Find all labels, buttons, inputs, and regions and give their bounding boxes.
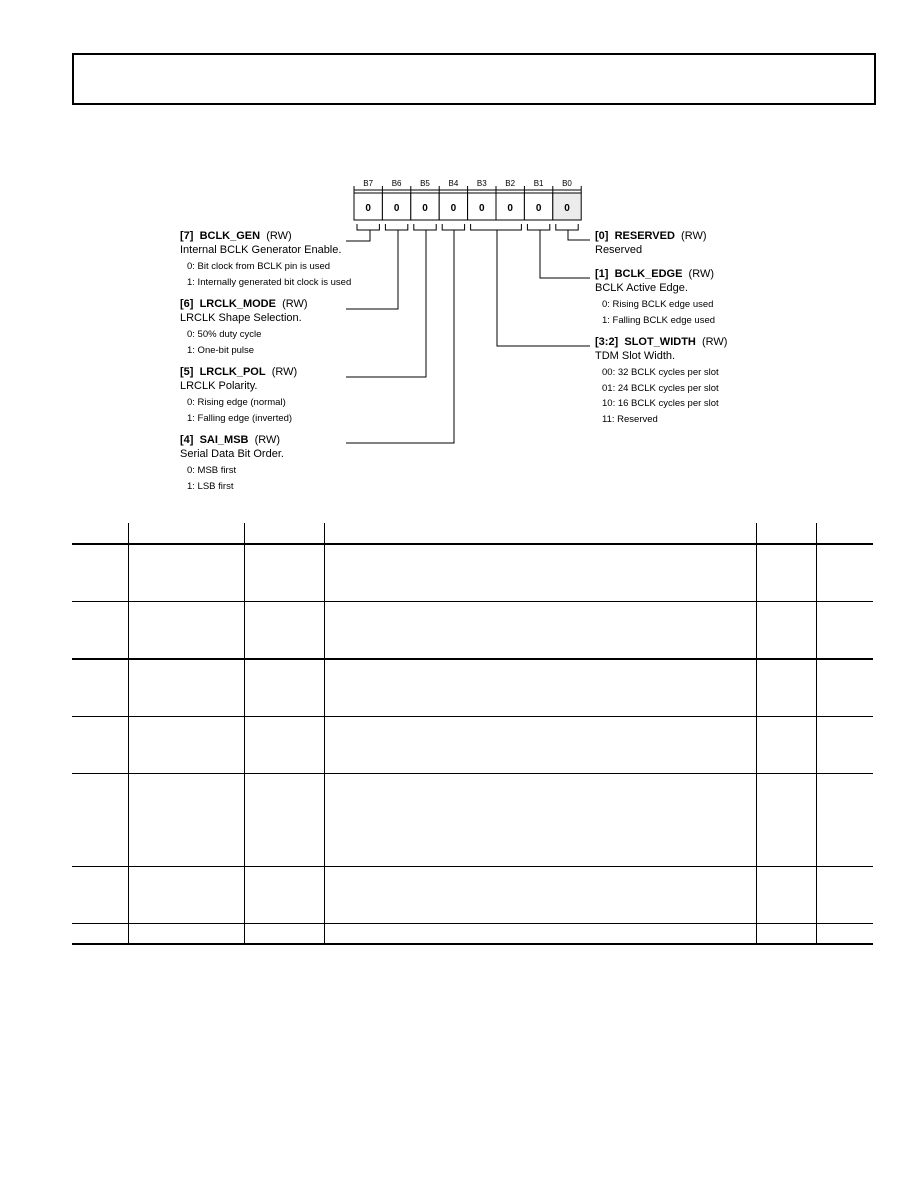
field-access: (RW) [688, 268, 715, 280]
table-cell [756, 659, 816, 717]
field-leader-lines [346, 224, 590, 443]
field-option: 01: 24 BCLK cycles per slot [602, 382, 719, 394]
table-cell [128, 717, 244, 774]
field-option: 10: 16 BCLK cycles per slot [602, 398, 719, 409]
bit-value: 0 [393, 203, 400, 214]
table-header-row [72, 523, 873, 544]
table-cell [816, 544, 873, 602]
leader-lrclk-pol [346, 230, 426, 377]
field-option: 0: MSB first [187, 465, 237, 476]
field-access: (RW) [271, 366, 298, 378]
field-title [595, 337, 727, 348]
leader-bclk-edge [540, 230, 590, 278]
table-cell [72, 924, 128, 945]
column-header [244, 523, 324, 544]
bit-number-label: B0 [562, 179, 572, 188]
field-option: 1: Falling BCLK edge used [602, 314, 716, 326]
field-option: 11: Reserved [602, 413, 658, 425]
table-cell [244, 717, 324, 774]
bit-bracket [556, 224, 578, 230]
table-cell [324, 717, 756, 774]
bit-number-label: B7 [363, 179, 374, 188]
field-title [595, 231, 707, 242]
field-description: LRCLK Shape Selection. [180, 312, 302, 324]
register-bits [354, 179, 581, 220]
field-bits: [1] [595, 268, 609, 280]
table-cell [72, 867, 128, 924]
table-cell [244, 867, 324, 924]
field-bits: [4] [180, 434, 194, 446]
table-row [72, 774, 873, 867]
leader-sai-msb [346, 230, 454, 443]
table-cell [128, 659, 244, 717]
field-option: 1: Falling edge (inverted) [187, 412, 293, 424]
table-row [72, 544, 873, 602]
field-title [180, 367, 297, 378]
bit-value: 0 [450, 203, 457, 214]
table-cell [72, 659, 128, 717]
field-option: 0: 50% duty cycle [187, 329, 262, 340]
table-cell [816, 717, 873, 774]
field-title [180, 231, 292, 242]
table-cell [128, 867, 244, 924]
column-header [756, 523, 816, 544]
column-header [72, 523, 128, 544]
bit-number-label: B3 [476, 179, 487, 188]
bit-number-label: B1 [533, 179, 544, 188]
table-row [72, 924, 873, 945]
field-option: 00: 32 BCLK cycles per slot [602, 367, 719, 378]
table-cell [816, 924, 873, 945]
column-header [128, 523, 244, 544]
bit-bracket [414, 224, 436, 230]
table-cell [756, 544, 816, 602]
field-name: SLOT_WIDTH [624, 336, 696, 348]
bit-number-label: B2 [505, 179, 516, 188]
table-cell [324, 867, 756, 924]
table-cell [128, 924, 244, 945]
register-table [72, 523, 873, 945]
field-name: LRCLK_POL [199, 366, 266, 378]
column-header [324, 523, 756, 544]
field-description: Reserved [595, 244, 643, 256]
field-name: BCLK_GEN [199, 230, 261, 242]
table-cell [244, 924, 324, 945]
table-cell [756, 602, 816, 660]
bit-value: 0 [507, 203, 513, 214]
table-cell [244, 659, 324, 717]
table-row [72, 602, 873, 660]
field-description: LRCLK Polarity. [180, 380, 258, 392]
field-option: 1: LSB first [187, 480, 234, 492]
table-cell [816, 867, 873, 924]
table-cell [72, 717, 128, 774]
field-description: TDM Slot Width. [595, 350, 676, 362]
table-cell [756, 717, 816, 774]
field-access: (RW) [282, 298, 308, 310]
table-cell [756, 924, 816, 945]
field-option: 1: Internally generated bit clock is used [187, 276, 352, 288]
bit-value: 0 [365, 203, 371, 214]
table-cell [816, 659, 873, 717]
field-description: Internal BCLK Generator Enable. [180, 244, 342, 256]
table-cell [128, 774, 244, 867]
bit-number-label: B4 [448, 179, 459, 188]
table-row [72, 867, 873, 924]
table-cell [128, 544, 244, 602]
table-cell [324, 602, 756, 660]
leader-lrclk-mode [346, 230, 398, 309]
field-option: 0: Rising edge (normal) [187, 397, 286, 408]
register-diagram [0, 0, 918, 520]
table-cell [324, 774, 756, 867]
field-title [180, 435, 280, 446]
table-cell [756, 774, 816, 867]
field-option: 0: Rising BCLK edge used [602, 299, 714, 310]
table-cell [816, 602, 873, 660]
table-cell [324, 659, 756, 717]
field-bits: [0] [595, 230, 609, 242]
bit-bracket [357, 224, 379, 230]
column-header [816, 523, 873, 544]
field-name: BCLK_EDGE [614, 268, 683, 280]
table-cell [324, 544, 756, 602]
field-access: (RW) [266, 230, 292, 242]
table-cell [244, 774, 324, 867]
field-access: (RW) [701, 336, 728, 348]
bit-number-label: B6 [391, 179, 402, 188]
leader-reserved [568, 230, 590, 240]
field-name: LRCLK_MODE [199, 298, 276, 310]
bit-value: 0 [535, 203, 542, 214]
field-description: BCLK Active Edge. [595, 282, 688, 294]
field-bits: [3:2] [595, 336, 619, 348]
table-cell [72, 544, 128, 602]
field-bits: [5] [180, 366, 194, 378]
bit-value: 0 [422, 203, 428, 214]
table-row [72, 659, 873, 717]
field-description: Serial Data Bit Order. [180, 448, 284, 460]
bit-value: 0 [564, 203, 570, 214]
table-cell [324, 924, 756, 945]
table-cell [128, 602, 244, 660]
table-cell [816, 774, 873, 867]
field-access: (RW) [254, 434, 281, 446]
field-bits: [7] [180, 230, 194, 242]
field-access: (RW) [681, 230, 707, 242]
field-option: 0: Bit clock from BCLK pin is used [187, 261, 331, 272]
field-title [180, 299, 308, 310]
table-cell [244, 544, 324, 602]
field-name: SAI_MSB [199, 434, 249, 446]
field-name: RESERVED [614, 230, 675, 242]
bit-bracket [442, 224, 464, 230]
bit-bracket [527, 224, 549, 230]
field-bits: [6] [180, 298, 194, 310]
table-cell [72, 602, 128, 660]
leader-slot-width [497, 230, 590, 346]
bit-number-label: B5 [420, 179, 430, 188]
table-cell [244, 602, 324, 660]
bit-bracket [385, 224, 407, 230]
field-option: 1: One-bit pulse [187, 344, 255, 356]
leader-bclk-gen [346, 230, 370, 241]
field-title [595, 269, 714, 280]
bit-value: 0 [479, 203, 485, 214]
bit-bracket [471, 224, 522, 230]
table-cell [756, 867, 816, 924]
table-row [72, 717, 873, 774]
table-cell [72, 774, 128, 867]
